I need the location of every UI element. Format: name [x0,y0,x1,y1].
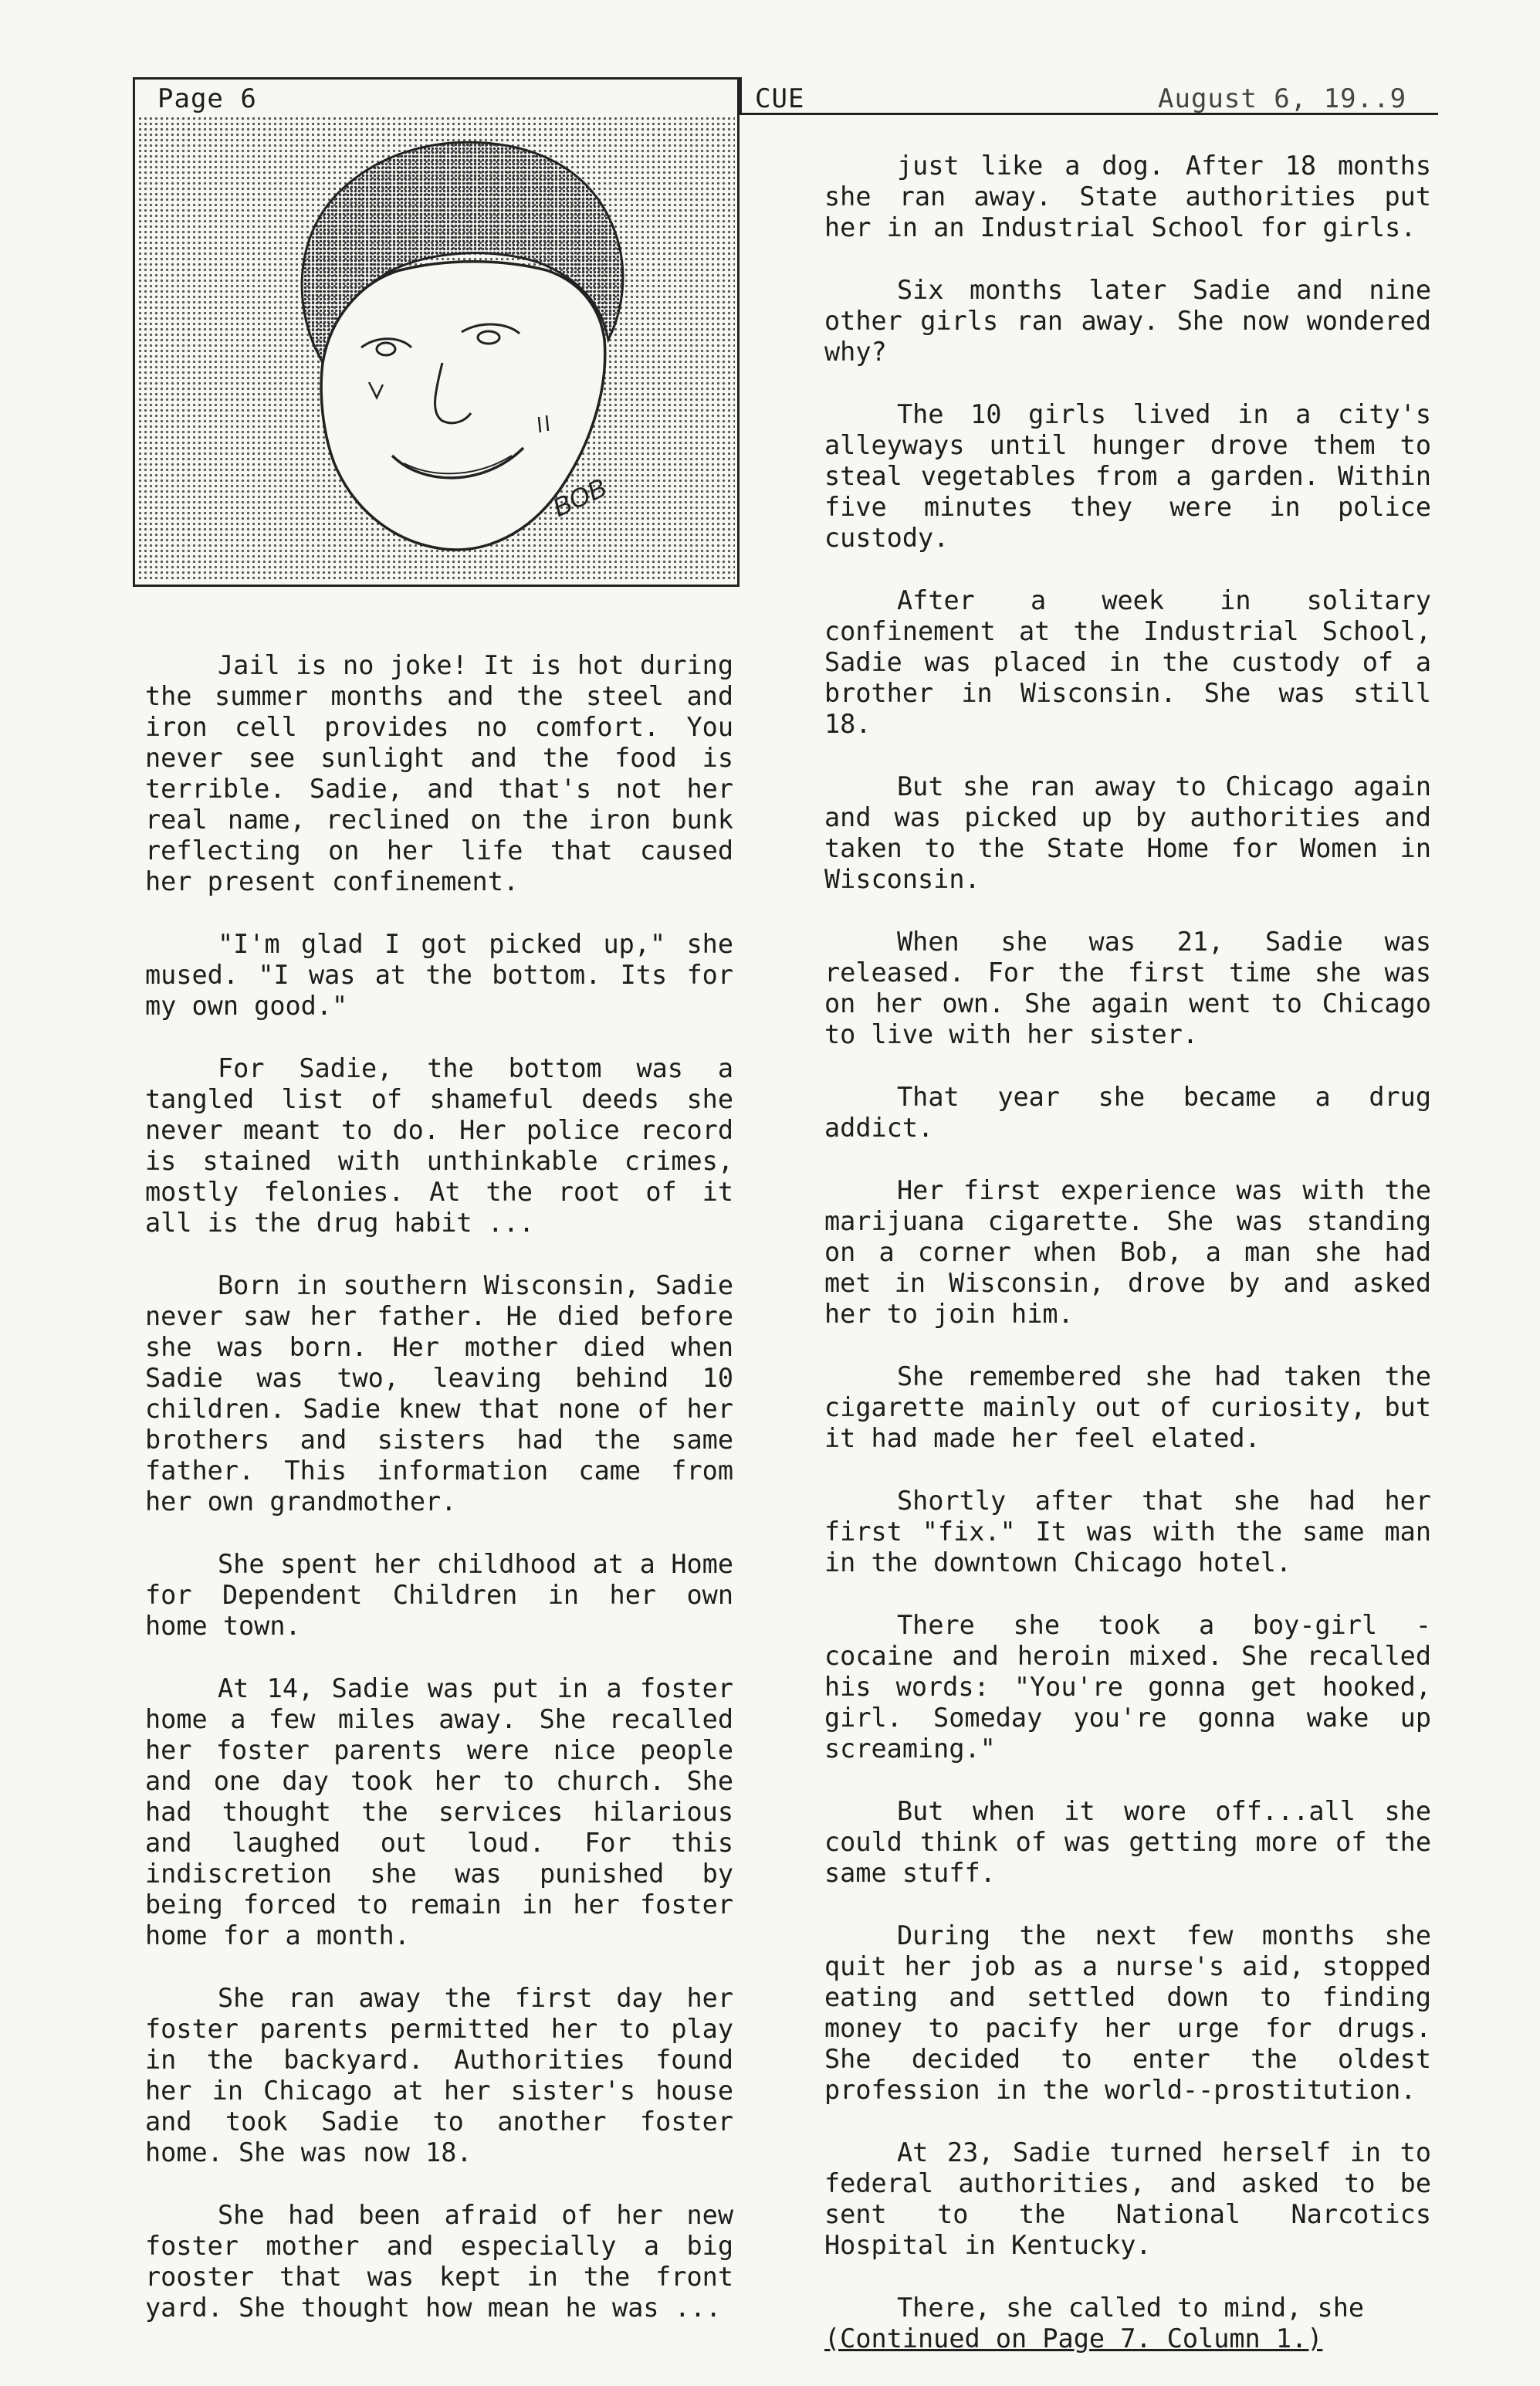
article-paragraph: just like a dog. After 18 months she ran away. State authorities put her in an Industrial School for girls. [824,151,1431,242]
header-divider [740,77,742,115]
article-paragraph: Born in southern Wisconsin, Sadie never saw her father. He died before she was born. Her mother died when Sadie was two, leaving behind 10 children. Sadie knew that none of her brothers and sisters had the same father. This information came from her own grandmother. [145,1270,733,1517]
article-paragraph: Her first experience was with the marijuana cigarette. She was standing on a corner when Bob, a man she had met in Wisconsin, drove by and asked her to join him. [824,1175,1431,1329]
article-paragraph: At 14, Sadie was put in a foster home a few miles away. She recalled her foster parents were nice people and one day took her to church. She had thought the services hilarious and laughed out loud. For this indiscretion she was punished by being forced to remain in her foster home for a month. [145,1673,733,1950]
article-paragraph: She had been afraid of her new foster mother and especially a big rooster that was kept in the front yard. She thought how mean he was ... [145,2200,733,2323]
article-paragraph: She ran away the first day her foster parents permitted her to play in the backyard. Authorities found her in Chicago at her sister's house and took Sadie to another foster home. She was now 18. [145,1983,733,2167]
article-paragraph: "I'm glad I got picked up," she mused. "I was at the bottom. Its for my own good." [145,929,733,1021]
article-paragraph: For Sadie, the bottom was a tangled list of shameful deeds she never meant to do. Her police record is stained with unthinkable crimes, mostly felonies. At the root of it all is the drug habit ... [145,1053,733,1238]
portrait-illustration [137,116,735,582]
issue-date: August 6, 19..9 [1158,83,1407,114]
article-column-right [824,151,1431,2386]
page-number: Page 6 [157,83,257,114]
article-paragraph: After a week in solitary confinement at the Industrial School, Sadie was placed in the custody of a brother in Wisconsin. She was still 18. [824,585,1431,739]
article-paragraph: She spent her childhood at a Home for Dependent Children in her own home town. [145,1549,733,1641]
article-paragraph: Six months later Sadie and nine other girls ran away. She now wondered why? [824,275,1431,367]
article-paragraph: She remembered she had taken the cigarette mainly out of curiosity, but it had made her feel elated. [824,1361,1431,1453]
article-paragraph: But when it wore off...all she could think of was getting more of the same stuff. [824,1796,1431,1888]
article-column-left [145,650,733,2355]
artist-signature: BOB [548,473,611,524]
continuation-note: (Continued on Page 7. Column 1.) [824,2323,1323,2354]
article-paragraph: At 23, Sadie turned herself in to federal authorities, and asked to be sent to the National Narcotics Hospital in Kentucky. [824,2137,1431,2260]
article-paragraph: That year she became a drug addict. [824,1082,1431,1143]
article-paragraph: During the next few months she quit her job as a nurse's aid, stopped eating and settled down to finding money to pacify her urge for drugs. She decided to enter the oldest profession in the world--prostitution. [824,1920,1431,2105]
article-paragraph: Shortly after that she had her first "fix." It was with the same man in the downtown Chicago hotel. [824,1486,1431,1578]
article-paragraph: Jail is no joke! It is hot during the summer months and the steel and iron cell provides no comfort. You never see sunlight and the food is terrible. Sadie, and that's not her real name, reclined on the iron bunk reflecting on her life that caused her present confinement. [145,650,733,896]
article-paragraph: The 10 girls lived in a city's alleyways until hunger drove them to steal vegetables from a garden. Within five minutes they were in police custody. [824,399,1431,553]
article-paragraph: When she was 21, Sadie was released. For the first time she was on her own. She again went to Chicago to live with her sister. [824,927,1431,1049]
article-paragraph: But she ran away to Chicago again and was picked up by authorities and taken to the State Home for Women in Wisconsin. [824,771,1431,894]
article-paragraph: There she took a boy-girl - cocaine and heroin mixed. She recalled his words: "You're gonna get hooked, girl. Someday you're gonna wake up screaming." [824,1610,1431,1764]
article-paragraph: There, she called to mind, she [897,2293,1365,2323]
newsletter-title: CUE [755,83,805,114]
